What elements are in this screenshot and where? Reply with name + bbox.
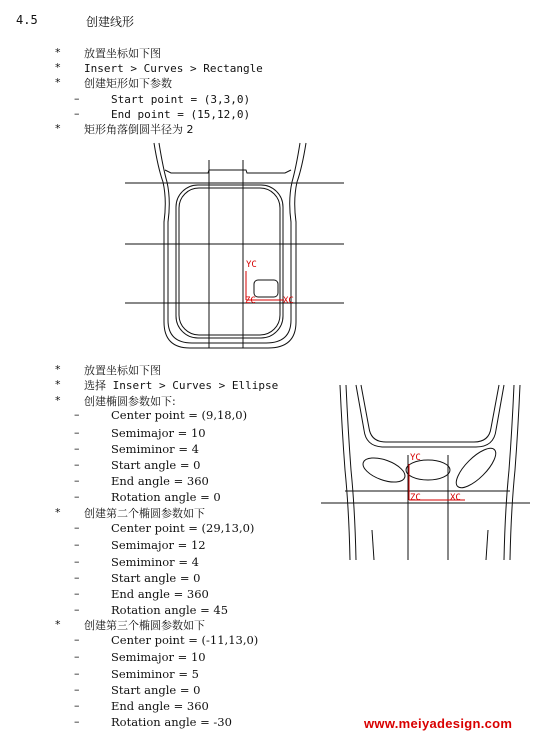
param-center-point: Center point = (29,13,0) — [111, 521, 255, 535]
list-marker: * — [55, 122, 61, 135]
list-marker: * — [55, 378, 61, 391]
param-start-angle: Start angle = 0 — [111, 683, 201, 697]
list-marker: * — [55, 506, 61, 519]
list-marker: – — [74, 458, 80, 471]
ellipse3-title: 创建第三个椭圆参数如下 — [84, 619, 205, 632]
zc-axis-label: ZC — [245, 296, 256, 306]
list-item: Insert > Curves > Rectangle — [84, 62, 263, 75]
param-center-point: Center point = (-11,13,0) — [111, 633, 259, 647]
yc-axis-label: YC — [246, 260, 257, 270]
list-item: 选择 Insert > Curves > Ellipse — [84, 379, 279, 392]
list-item: 放置坐标如下图 — [84, 364, 161, 377]
list-marker: – — [74, 650, 80, 663]
param-end-angle: End angle = 360 — [111, 699, 209, 713]
list-marker: * — [55, 363, 61, 376]
list-item: 放置坐标如下图 — [84, 47, 161, 60]
param-rotation-angle: Rotation angle = 45 — [111, 603, 229, 617]
list-marker: – — [74, 538, 80, 551]
param-rotation-angle: Rotation angle = -30 — [111, 715, 232, 729]
list-marker: – — [74, 633, 80, 646]
list-marker: – — [74, 603, 80, 616]
list-marker: – — [74, 107, 80, 120]
list-marker: * — [55, 76, 61, 89]
watermark-link[interactable]: www.meiyadesign.com — [364, 716, 513, 731]
list-marker: * — [55, 46, 61, 59]
param-semiminor: Semiminor = 5 — [111, 667, 199, 681]
param-start-angle: Start angle = 0 — [111, 458, 201, 472]
param-end-angle: End angle = 360 — [111, 474, 209, 488]
list-marker: – — [74, 92, 80, 105]
param-semimajor: Semimajor = 10 — [111, 426, 206, 440]
param-semimajor: Semimajor = 12 — [111, 538, 206, 552]
param-end-angle: End angle = 360 — [111, 587, 209, 601]
list-item: 创建椭圆参数如下: — [84, 395, 176, 408]
xc-axis-label: XC — [283, 296, 294, 306]
list-marker: * — [55, 394, 61, 407]
list-marker: * — [55, 61, 61, 74]
list-marker: – — [74, 408, 80, 421]
yc-axis-label: YC — [410, 453, 421, 463]
list-marker: – — [74, 555, 80, 568]
param-center-point: Center point = (9,18,0) — [111, 408, 248, 422]
list-marker: – — [74, 426, 80, 439]
list-marker: – — [74, 667, 80, 680]
list-marker: – — [74, 699, 80, 712]
list-marker: – — [74, 571, 80, 584]
list-marker: * — [55, 618, 61, 631]
list-item: 矩形角落倒圆半径为 2 — [84, 123, 194, 136]
zc-axis-label: ZC — [410, 493, 421, 503]
section-title: 创建线形 — [86, 15, 135, 29]
param-rotation-angle: Rotation angle = 0 — [111, 490, 221, 504]
ellipse2-title: 创建第二个椭圆参数如下 — [84, 507, 205, 520]
list-marker: – — [74, 442, 80, 455]
list-marker: – — [74, 490, 80, 503]
list-item: Start point = (3,3,0) — [111, 93, 251, 106]
list-marker: – — [74, 715, 80, 728]
list-marker: – — [74, 587, 80, 600]
xc-axis-label: XC — [450, 493, 461, 503]
list-marker: – — [74, 521, 80, 534]
section-number: 4.5 — [16, 13, 38, 27]
list-marker: – — [74, 683, 80, 696]
param-start-angle: Start angle = 0 — [111, 571, 201, 585]
list-marker: – — [74, 474, 80, 487]
param-semimajor: Semimajor = 10 — [111, 650, 206, 664]
param-semiminor: Semiminor = 4 — [111, 442, 199, 456]
param-semiminor: Semiminor = 4 — [111, 555, 199, 569]
list-item: 创建矩形如下参数 — [84, 77, 172, 90]
list-item: End point = (15,12,0) — [111, 108, 251, 121]
